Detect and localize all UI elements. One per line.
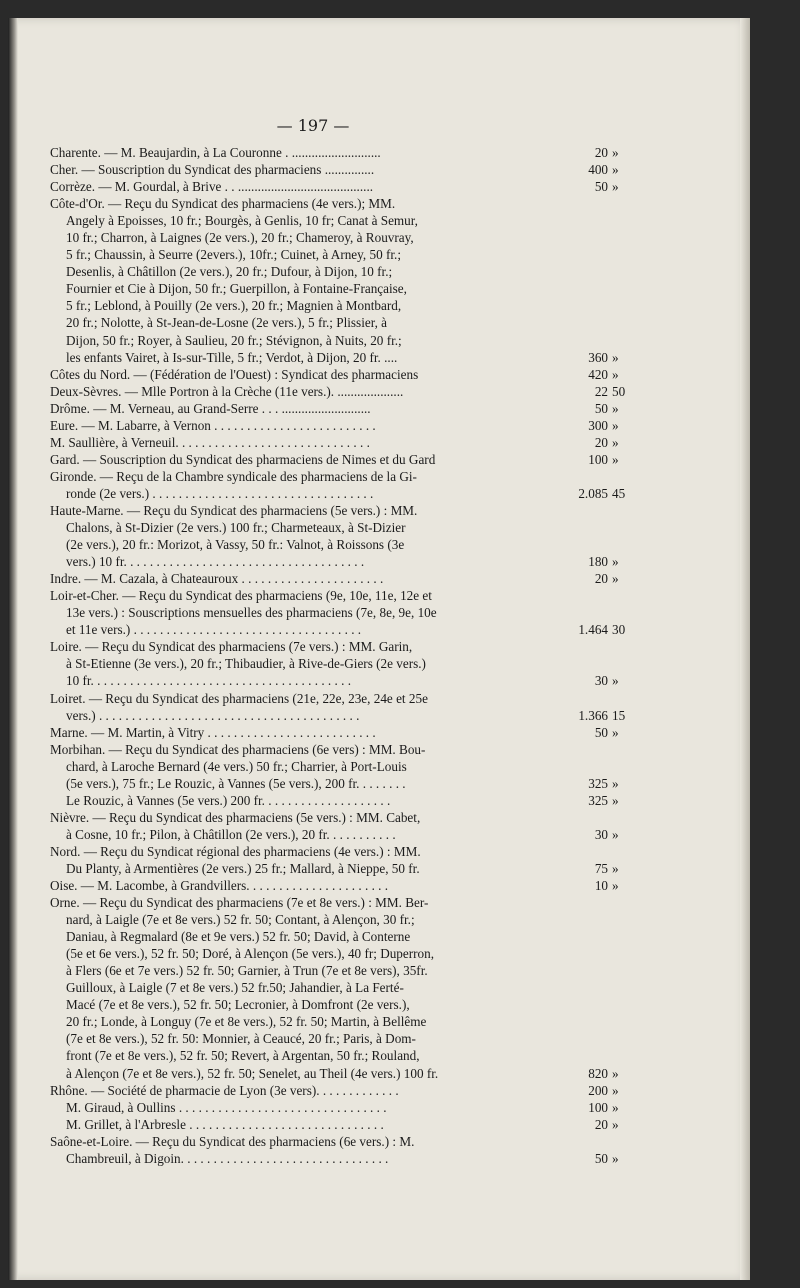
list-item <box>50 621 630 638</box>
list-item <box>50 1150 630 1167</box>
entry-text: vers.) . . . . . . . . . . . . . . . . . . . . . . . . . . . . . . . . . . . . . . . . <box>66 707 360 723</box>
list-item <box>50 144 630 161</box>
entry-text: 10 fr. . . . . . . . . . . . . . . . . . . . . . . . . . . . . . . . . . . . . . . . <box>66 673 351 689</box>
entry-cents: » <box>612 792 619 808</box>
page-number: — 197 — <box>276 116 350 135</box>
entry-cents: » <box>612 673 619 689</box>
list-item <box>50 297 630 314</box>
list-item <box>50 792 630 809</box>
list-item <box>50 1082 630 1099</box>
subscription-list <box>50 144 630 1167</box>
entry-text: Côtes du Nord. — (Fédération de l'Ouest) : Syndicat des pharmaciens <box>50 366 419 382</box>
entry-text: Nièvre. — Reçu du Syndicat des pharmaciens (5e vers.) : MM. Cabet, <box>50 809 421 825</box>
entry-amount: 820 <box>588 1065 608 1081</box>
entry-text: Saône-et-Loire. — Reçu du Syndicat des pharmaciens (6e vers.) : M. <box>50 1133 415 1149</box>
entry-text: 20 fr.; Nolotte, à St-Jean-de-Losne (2e vers.), 5 fr.; Plissier, à <box>66 315 388 331</box>
list-item <box>50 826 630 843</box>
list-item <box>50 417 630 434</box>
entry-cents: » <box>612 366 619 382</box>
entry-amount: 20 <box>594 434 608 450</box>
list-item <box>50 672 630 689</box>
entry-text: M. Grillet, à l'Arbresle . . . . . . . . . . . . . . . . . . . . . . . . . . . . . . <box>66 1116 384 1132</box>
entry-amount: 22 <box>594 383 608 399</box>
entry-amount: 325 <box>588 775 608 791</box>
list-item <box>50 690 630 707</box>
entry-text: Deux-Sèvres. — Mlle Portron à la Crèche (11e vers.). .................... <box>50 383 404 399</box>
list-item <box>50 758 630 775</box>
entry-amount: 180 <box>588 554 608 570</box>
entry-cents: 15 <box>612 707 626 723</box>
list-item <box>50 928 630 945</box>
entry-text: à Alençon (7e et 8e vers.), 52 fr. 50; Senelet, au Theil (4e vers.) 100 fr. <box>66 1065 439 1081</box>
list-item <box>50 587 630 604</box>
entry-text: Orne. — Reçu du Syndicat des pharmaciens (7e et 8e vers.) : MM. Ber- <box>50 895 429 911</box>
list-item <box>50 1047 630 1064</box>
entry-amount: 50 <box>594 400 608 416</box>
list-item <box>50 434 630 451</box>
list-item <box>50 314 630 331</box>
list-item <box>50 553 630 570</box>
entry-amount: 1.464 <box>578 622 608 638</box>
entry-text: Chalons, à St-Dizier (2e vers.) 100 fr.; Charmeteaux, à St-Dizier <box>66 520 406 536</box>
list-item <box>50 1013 630 1030</box>
list-item <box>50 468 630 485</box>
entry-text: Loiret. — Reçu du Syndicat des pharmaciens (21e, 22e, 23e, 24e et 25e <box>50 690 428 706</box>
entry-amount: 50 <box>594 179 608 195</box>
entry-text: Nord. — Reçu du Syndicat régional des pharmaciens (4e vers.) : MM. <box>50 843 421 859</box>
list-item <box>50 962 630 979</box>
list-item <box>50 945 630 962</box>
entry-amount: 30 <box>594 826 608 842</box>
entry-cents: » <box>612 775 619 791</box>
entry-text: Corrèze. — M. Gourdal, à Brive . . ......................................... <box>50 179 374 195</box>
entry-amount: 50 <box>594 724 608 740</box>
entry-text: Chambreuil, à Digoin. . . . . . . . . . . . . . . . . . . . . . . . . . . . . . . . <box>66 1150 389 1166</box>
entry-text: Charente. — M. Beaujardin, à La Couronne . ........................... <box>50 145 381 160</box>
entry-text: Gard. — Souscription du Syndicat des pharmaciens de Nimes et du Gard <box>50 451 436 467</box>
list-item <box>50 570 630 587</box>
entry-amount: 200 <box>588 1082 608 1098</box>
entry-text: Oise. — M. Lacombe, à Grandvillers. . . . . . . . . . . . . . . . . . . . . . <box>50 878 389 894</box>
entry-text: à Flers (6e et 7e vers.) 52 fr. 50; Garnier, à Trun (7e et 8e vers), 35fr. <box>66 963 428 979</box>
entry-text: 20 fr.; Londe, à Longuy (7e et 8e vers.), 52 fr. 50; Martin, à Bellême <box>66 1014 427 1030</box>
entry-text: Indre. — M. Cazala, à Chateauroux . . . . . . . . . . . . . . . . . . . . . . <box>50 571 384 587</box>
list-item <box>50 1133 630 1150</box>
entry-cents: 30 <box>612 622 626 638</box>
entry-text: les enfants Vairet, à Is-sur-Tille, 5 fr.; Verdot, à Dijon, 20 fr. .... <box>66 349 398 365</box>
list-item <box>50 996 630 1013</box>
entry-text: Morbihan. — Reçu du Syndicat des pharmaciens (6e vers) : MM. Bou- <box>50 741 426 757</box>
list-item <box>50 178 630 195</box>
entry-text: 5 fr.; Leblond, à Pouilly (2e vers.), 20 fr.; Magnien à Montbard, <box>66 298 402 314</box>
entry-text: Loire. — Reçu du Syndicat des pharmaciens (7e vers.) : MM. Garin, <box>50 639 413 655</box>
entry-text: Dijon, 50 fr.; Royer, à Saulieu, 20 fr.; Stévignon, à Nuits, 20 fr.; <box>66 332 402 348</box>
list-item <box>50 741 630 758</box>
list-item <box>50 536 630 553</box>
entry-cents: » <box>612 1099 619 1115</box>
list-item <box>50 212 630 229</box>
list-item <box>50 775 630 792</box>
entry-cents: » <box>612 434 619 450</box>
entry-text: front (7e et 8e vers.), 52 fr. 50; Revert, à Argentan, 50 fr.; Rouland, <box>66 1048 420 1064</box>
list-item <box>50 809 630 826</box>
page-edge <box>740 18 750 1280</box>
entry-text: Marne. — M. Martin, à Vitry . . . . . . . . . . . . . . . . . . . . . . . . . . <box>50 724 376 740</box>
document-page <box>8 18 750 1280</box>
list-item <box>50 843 630 860</box>
list-item <box>50 894 630 911</box>
entry-text: Guilloux, à Laigle (7 et 8e vers.) 52 fr.50; Jahandier, à La Ferté- <box>66 980 404 996</box>
entry-amount: 400 <box>588 162 608 178</box>
entry-amount: 75 <box>594 860 608 876</box>
entry-text: M. Saullière, à Verneuil. . . . . . . . . . . . . . . . . . . . . . . . . . . . . . <box>50 434 370 450</box>
entry-text: 10 fr.; Charron, à Laignes (2e vers.), 20 fr.; Chameroy, à Rouvray, <box>66 230 414 246</box>
list-item <box>50 1099 630 1116</box>
entry-text: vers.) 10 fr. . . . . . . . . . . . . . . . . . . . . . . . . . . . . . . . . . . . . <box>66 554 365 570</box>
list-item <box>50 860 630 877</box>
entry-amount: 20 <box>594 145 608 160</box>
entry-text: 5 fr.; Chaussin, à Seurre (2evers.), 10fr.; Cuinet, à Arney, 50 fr.; <box>66 247 401 263</box>
entry-cents: » <box>612 554 619 570</box>
entry-cents: » <box>612 162 619 178</box>
entry-cents: » <box>612 349 619 365</box>
entry-cents: » <box>612 826 619 842</box>
list-item <box>50 366 630 383</box>
entry-text: (5e vers.), 75 fr.; Le Rouzic, à Vannes (5e vers.), 200 fr. . . . . . . . <box>66 775 406 791</box>
list-item <box>50 877 630 894</box>
entry-cents: 50 <box>612 383 626 399</box>
entry-text: Macé (7e et 8e vers.), 52 fr. 50; Lecronier, à Domfront (2e vers.), <box>66 997 410 1013</box>
list-item <box>50 195 630 212</box>
list-item <box>50 246 630 263</box>
list-item <box>50 263 630 280</box>
entry-text: Haute-Marne. — Reçu du Syndicat des pharmaciens (5e vers.) : MM. <box>50 502 418 518</box>
list-item <box>50 638 630 655</box>
entry-cents: » <box>612 878 619 894</box>
list-item <box>50 485 630 502</box>
entry-text: Cher. — Souscription du Syndicat des pharmaciens ............... <box>50 162 375 178</box>
entry-cents: 45 <box>612 485 626 501</box>
entry-text: Loir-et-Cher. — Reçu du Syndicat des pharmaciens (9e, 10e, 11e, 12e et <box>50 588 432 604</box>
entry-cents: » <box>612 145 619 160</box>
list-item <box>50 502 630 519</box>
entry-text: à Cosne, 10 fr.; Pilon, à Châtillon (2e vers.), 20 fr. . . . . . . . . . . <box>66 826 396 842</box>
entry-text: Du Planty, à Armentières (2e vers.) 25 fr.; Mallard, à Nieppe, 50 fr. <box>66 860 420 876</box>
entry-text: et 11e vers.) . . . . . . . . . . . . . . . . . . . . . . . . . . . . . . . . . . . <box>66 622 362 638</box>
entry-amount: 300 <box>588 417 608 433</box>
entry-text: Angely à Epoisses, 10 fr.; Bourgès, à Genlis, 10 fr; Canat à Semur, <box>66 213 418 229</box>
entry-amount: 360 <box>588 349 608 365</box>
entry-amount: 30 <box>594 673 608 689</box>
list-item <box>50 280 630 297</box>
list-item <box>50 724 630 741</box>
list-item <box>50 604 630 621</box>
entry-amount: 2.085 <box>578 485 608 501</box>
list-item <box>50 383 630 400</box>
entry-text: à St-Etienne (3e vers.), 20 fr.; Thibaudier, à Rive-de-Giers (2e vers.) <box>66 656 426 672</box>
entry-text: Desenlis, à Châtillon (2e vers.), 20 fr.; Dufour, à Dijon, 10 fr.; <box>66 264 393 280</box>
entry-amount: 20 <box>594 1116 608 1132</box>
entry-text: Gironde. — Reçu de la Chambre syndicale des pharmaciens de la Gi- <box>50 468 417 484</box>
list-item <box>50 707 630 724</box>
list-item <box>50 349 630 366</box>
entry-text: ronde (2e vers.) . . . . . . . . . . . . . . . . . . . . . . . . . . . . . . . . . . <box>66 485 374 501</box>
list-item <box>50 161 630 178</box>
entry-text: M. Giraud, à Oullins . . . . . . . . . . . . . . . . . . . . . . . . . . . . . . . . <box>66 1099 387 1115</box>
entry-amount: 50 <box>594 1150 608 1166</box>
entry-amount: 100 <box>588 1099 608 1115</box>
entry-cents: » <box>612 724 619 740</box>
entry-cents: » <box>612 179 619 195</box>
entry-cents: » <box>612 1082 619 1098</box>
entry-text: (7e et 8e vers.), 52 fr. 50: Monnier, à Ceaucé, 20 fr.; Paris, à Dom- <box>66 1031 416 1047</box>
list-item <box>50 655 630 672</box>
entry-cents: » <box>612 1150 619 1166</box>
entry-cents: » <box>612 571 619 587</box>
entry-cents: » <box>612 1065 619 1081</box>
list-item <box>50 1116 630 1133</box>
entry-text: Drôme. — M. Verneau, au Grand-Serre . . . ........................... <box>50 400 371 416</box>
book-gutter <box>8 18 18 1280</box>
entry-text: Daniau, à Regmalard (8e et 9e vers.) 52 fr. 50; David, à Conterne <box>66 929 411 945</box>
list-item <box>50 451 630 468</box>
entry-amount: 420 <box>588 366 608 382</box>
list-item <box>50 400 630 417</box>
entry-text: 13e vers.) : Souscriptions mensuelles des pharmaciens (7e, 8e, 9e, 10e <box>66 605 437 621</box>
list-item <box>50 519 630 536</box>
list-item <box>50 229 630 246</box>
list-item <box>50 979 630 996</box>
entry-amount: 325 <box>588 792 608 808</box>
entry-text: (5e et 6e vers.), 52 fr. 50; Doré, à Alençon (5e vers.), 40 fr; Duperron, <box>66 946 435 962</box>
entry-cents: » <box>612 400 619 416</box>
list-item <box>50 1030 630 1047</box>
entry-cents: » <box>612 1116 619 1132</box>
entry-text: Eure. — M. Labarre, à Vernon . . . . . . . . . . . . . . . . . . . . . . . . . <box>50 417 376 433</box>
entry-text: nard, à Laigle (7e et 8e vers.) 52 fr. 50; Contant, à Alençon, 30 fr.; <box>66 912 415 928</box>
entry-text: Fournier et Cie à Dijon, 50 fr.; Guerpillon, à Fontaine-Française, <box>66 281 407 297</box>
entry-cents: » <box>612 417 619 433</box>
list-item <box>50 911 630 928</box>
entry-amount: 100 <box>588 451 608 467</box>
entry-text: chard, à Laroche Bernard (4e vers.) 50 fr.; Charrier, à Port-Louis <box>66 758 407 774</box>
entry-text: Le Rouzic, à Vannes (5e vers.) 200 fr. . . . . . . . . . . . . . . . . . . . <box>66 792 391 808</box>
list-item <box>50 332 630 349</box>
entry-amount: 10 <box>594 878 608 894</box>
entry-text: Côte-d'Or. — Reçu du Syndicat des pharmaciens (4e vers.); MM. <box>50 196 396 212</box>
entry-amount: 20 <box>594 571 608 587</box>
entry-text: Rhône. — Société de pharmacie de Lyon (3e vers). . . . . . . . . . . . . <box>50 1082 399 1098</box>
entry-cents: » <box>612 860 619 876</box>
entry-text: (2e vers.), 20 fr.: Morizot, à Vassy, 50 fr.: Valnot, à Roissons (3e <box>66 537 405 553</box>
list-item <box>50 1065 630 1082</box>
entry-cents: » <box>612 451 619 467</box>
entry-amount: 1.366 <box>578 707 608 723</box>
